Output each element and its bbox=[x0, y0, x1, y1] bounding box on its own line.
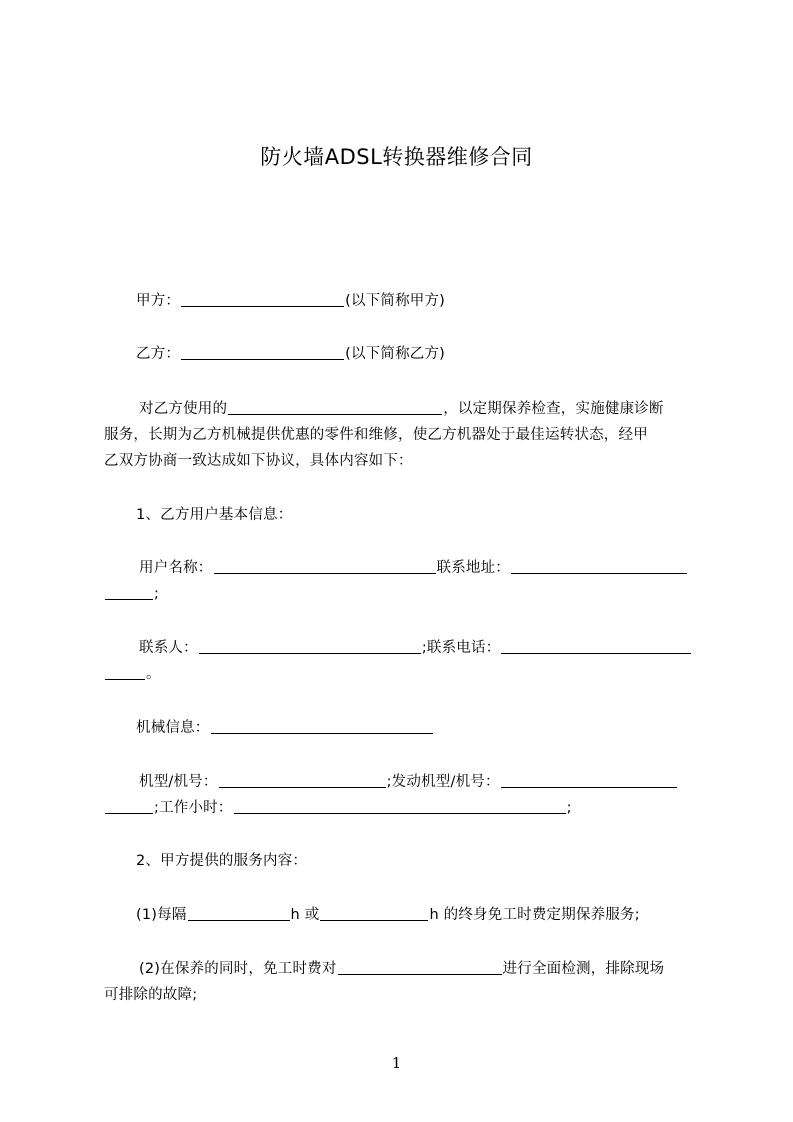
model-line bbox=[139, 771, 678, 793]
phone-blank-cont[interactable] bbox=[105, 663, 145, 680]
section-1-heading: 1、乙方用户基本信息： bbox=[136, 507, 293, 523]
service-item-2 bbox=[139, 958, 664, 980]
equipment-blank[interactable] bbox=[228, 398, 442, 415]
intro-text-pre: 对乙方使用的 bbox=[139, 401, 228, 417]
section-2-heading: 2、甲方提供的服务内容： bbox=[136, 853, 308, 869]
machine-info-line bbox=[136, 717, 434, 739]
address-label: 联系地址： bbox=[436, 560, 510, 576]
inspection-blank[interactable] bbox=[338, 958, 502, 975]
party-a-suffix: (以下简称甲方) bbox=[345, 293, 446, 309]
contact-end: 。 bbox=[146, 666, 161, 682]
engine-model-blank-cont[interactable] bbox=[105, 797, 153, 814]
party-a-line bbox=[136, 290, 445, 312]
machine-info-blank[interactable] bbox=[211, 717, 433, 734]
party-a-blank[interactable] bbox=[181, 290, 344, 307]
user-info-end: ; bbox=[154, 586, 160, 602]
contact-label: 联系人： bbox=[139, 640, 198, 656]
item1-mid: h 或 bbox=[290, 907, 320, 923]
intro-line-3: 乙双方协商一致达成如下协议，具体内容如下： bbox=[104, 453, 413, 469]
user-name-blank[interactable] bbox=[214, 557, 436, 574]
service-item-2-line-2: 可排除的故障; bbox=[104, 987, 198, 1003]
interval-blank-1[interactable] bbox=[188, 904, 290, 921]
address-blank-cont[interactable] bbox=[105, 583, 153, 600]
intro-text-post: ，以定期保养检查，实施健康诊断 bbox=[443, 401, 664, 417]
model-line-2 bbox=[104, 797, 572, 819]
contact-line-2 bbox=[104, 663, 161, 685]
machine-info-label: 机械信息： bbox=[136, 720, 210, 736]
user-info-line-2 bbox=[104, 583, 159, 605]
phone-blank[interactable] bbox=[501, 637, 691, 654]
party-a-label: 甲方： bbox=[136, 293, 181, 309]
work-hours-blank[interactable] bbox=[234, 797, 566, 814]
contact-blank[interactable] bbox=[199, 637, 421, 654]
item1-post: h 的终身免工时费定期保养服务; bbox=[429, 907, 640, 923]
page-number: 1 bbox=[391, 1054, 402, 1072]
interval-blank-2[interactable] bbox=[320, 904, 428, 921]
engine-model-label: ;发动机型/机号： bbox=[386, 774, 500, 790]
engine-model-blank[interactable] bbox=[501, 771, 677, 788]
item2-pre: (2)在保养的同时，免工时费对 bbox=[139, 961, 337, 977]
phone-label: ;联系电话： bbox=[421, 640, 501, 656]
intro-line-1 bbox=[139, 398, 664, 420]
party-b-blank[interactable] bbox=[181, 343, 344, 360]
item2-post: 进行全面检测，排除现场 bbox=[502, 961, 665, 977]
address-blank[interactable] bbox=[511, 557, 687, 574]
intro-line-2: 服务，长期为乙方机械提供优惠的零件和维修，使乙方机器处于最佳运转状态，经甲 bbox=[104, 427, 648, 443]
contact-line bbox=[139, 637, 692, 659]
party-b-line bbox=[136, 343, 445, 365]
work-hours-label: ;工作小时： bbox=[154, 800, 233, 816]
item1-pre: (1)每隔 bbox=[136, 907, 187, 923]
document-title: 防火墙ADSL转换器维修合同 bbox=[260, 145, 533, 169]
user-name-label: 用户名称： bbox=[139, 560, 213, 576]
model-blank[interactable] bbox=[219, 771, 386, 788]
work-hours-end: ; bbox=[566, 800, 572, 816]
service-item-1 bbox=[136, 904, 640, 926]
party-b-label: 乙方： bbox=[136, 346, 181, 362]
user-info-line bbox=[139, 557, 688, 579]
model-label: 机型/机号： bbox=[139, 774, 218, 790]
party-b-suffix: (以下简称乙方) bbox=[345, 346, 446, 362]
